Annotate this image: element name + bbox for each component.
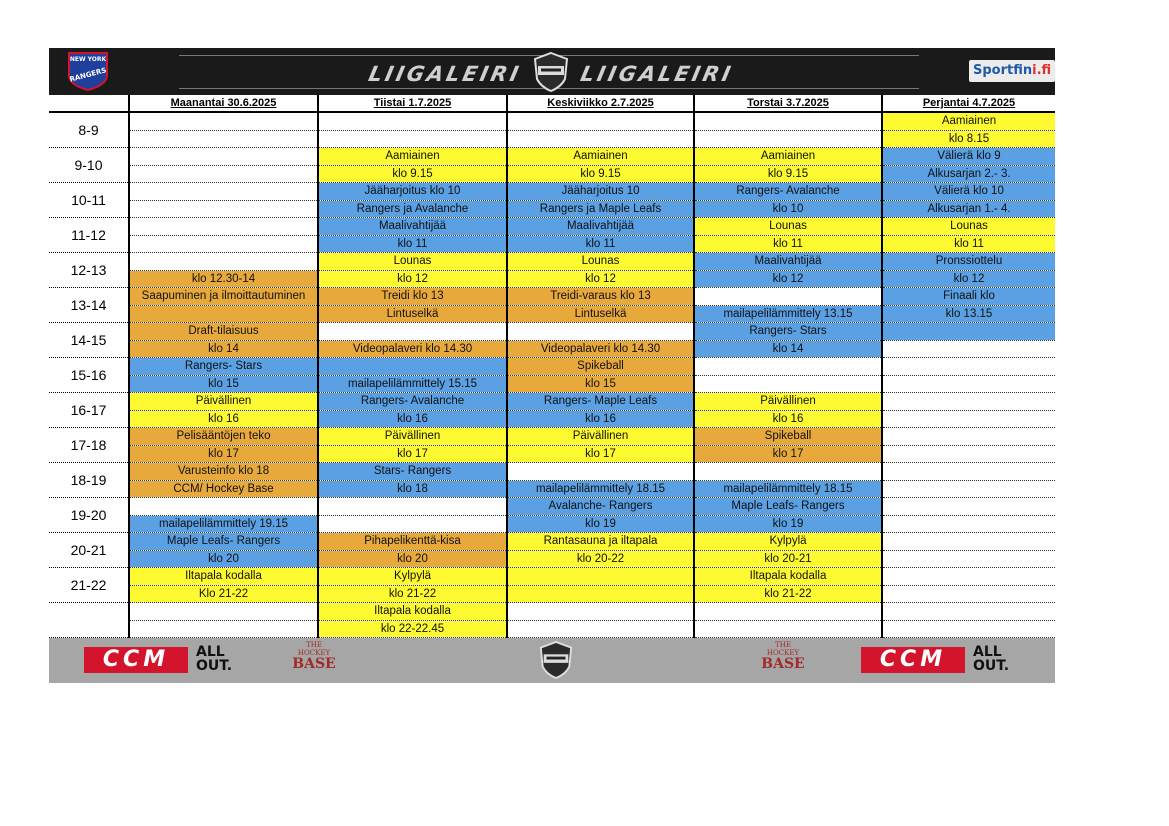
- time-slot-label: 17-18: [49, 428, 129, 463]
- hockey-base-line: HOCKEY: [766, 649, 800, 657]
- sponsor-suffix: i.fi: [1032, 63, 1052, 78]
- schedule-cell: klo 14: [694, 340, 882, 358]
- schedule-cell: Klo 21-22: [129, 585, 318, 603]
- schedule-row: [49, 165, 1055, 183]
- time-slot-label: 10-11: [49, 183, 129, 218]
- ccm-tagline-line: ALL: [196, 644, 225, 660]
- time-slot-label: 12-13: [49, 253, 129, 288]
- schedule-row: [49, 445, 1055, 463]
- schedule-cell: klo 11: [882, 235, 1055, 253]
- schedule-cell: klo 17: [694, 445, 882, 463]
- schedule-cell: [507, 585, 694, 603]
- schedule-cell: Spikeball: [694, 428, 882, 446]
- schedule-cell: mailapelilämmittely 15.15: [318, 375, 507, 393]
- banner-title-right: LIIGALEIRI: [578, 62, 736, 86]
- schedule-table: [49, 95, 1055, 638]
- schedule-cell: [318, 130, 507, 148]
- nhl-shield-icon: [531, 51, 571, 93]
- schedule-cell: Maalivahtijää: [694, 253, 882, 271]
- schedule-cell: Maalivahtijää: [507, 218, 694, 236]
- schedule-cell: [129, 620, 318, 638]
- schedule-cell: klo 15: [129, 375, 318, 393]
- schedule-cell: mailapelilämmittely 13.15: [694, 305, 882, 323]
- time-slot-label: 15-16: [49, 358, 129, 393]
- schedule-cell: [507, 603, 694, 621]
- logo-text-top: NEW YORK: [69, 56, 107, 63]
- schedule-row: [49, 183, 1055, 201]
- schedule-cell: Rangers ja Maple Leafs: [507, 200, 694, 218]
- schedule-cell: [882, 340, 1055, 358]
- schedule-row: [49, 253, 1055, 271]
- rangers-logo-icon: [67, 51, 109, 91]
- schedule-cell: [694, 112, 882, 130]
- day-header: Maanantai 30.6.2025: [129, 95, 318, 112]
- schedule-cell: [882, 480, 1055, 498]
- schedule-cell: klo 9.15: [694, 165, 882, 183]
- schedule-cell: [507, 130, 694, 148]
- schedule-cell: klo 16: [694, 410, 882, 428]
- time-slot-label: 9-10: [49, 148, 129, 183]
- schedule-cell: [694, 463, 882, 481]
- schedule-cell: [694, 358, 882, 376]
- schedule-cell: [882, 375, 1055, 393]
- schedule-cell: [882, 463, 1055, 481]
- ccm-tagline-line: OUT.: [973, 658, 1010, 674]
- schedule-cell: Alkusarjan 2.- 3.: [882, 165, 1055, 183]
- schedule-cell: [882, 515, 1055, 533]
- schedule-row: [49, 428, 1055, 446]
- schedule-row: [49, 410, 1055, 428]
- schedule-cell: [882, 358, 1055, 376]
- hockey-base-line: BASE: [292, 656, 336, 672]
- schedule-cell: [694, 130, 882, 148]
- schedule-cell: [129, 498, 318, 516]
- schedule-cell: Päivällinen: [507, 428, 694, 446]
- day-header: Tiistai 1.7.2025: [318, 95, 507, 112]
- schedule-cell: Avalanche- Rangers: [507, 498, 694, 516]
- schedule-cell: [882, 620, 1055, 638]
- schedule-row: [49, 288, 1055, 306]
- schedule-cell: [882, 568, 1055, 586]
- schedule-cell: klo 17: [507, 445, 694, 463]
- schedule-cell: klo 20: [129, 550, 318, 568]
- schedule-row: [49, 585, 1055, 603]
- schedule-cell: Rangers ja Avalanche: [318, 200, 507, 218]
- schedule-sheet: [49, 48, 1055, 683]
- schedule-cell: Aamiainen: [318, 148, 507, 166]
- day-header: Keskiviikko 2.7.2025: [507, 95, 694, 112]
- schedule-cell: [694, 375, 882, 393]
- schedule-cell: [694, 620, 882, 638]
- schedule-cell: [129, 235, 318, 253]
- schedule-cell: klo 12: [507, 270, 694, 288]
- schedule-cell: klo 12: [694, 270, 882, 288]
- schedule-row: [49, 550, 1055, 568]
- schedule-row: [49, 218, 1055, 236]
- schedule-cell: Rangers- Maple Leafs: [507, 393, 694, 411]
- schedule-row: [49, 270, 1055, 288]
- schedule-cell: [882, 445, 1055, 463]
- schedule-row: [49, 463, 1055, 481]
- schedule-cell: Jääharjoitus 10: [507, 183, 694, 201]
- schedule-cell: [882, 550, 1055, 568]
- schedule-row: [49, 323, 1055, 341]
- schedule-cell: [318, 498, 507, 516]
- schedule-cell: klo 20-22: [507, 550, 694, 568]
- schedule-cell: klo 8.15: [882, 130, 1055, 148]
- schedule-row: [49, 112, 1055, 130]
- schedule-cell: [318, 323, 507, 341]
- hockey-base-line: HOCKEY: [297, 649, 331, 657]
- schedule-row: [49, 498, 1055, 516]
- nhl-shield-icon: [537, 640, 575, 680]
- schedule-cell: Saapuminen ja ilmoittautuminen: [129, 288, 318, 306]
- schedule-row: [49, 568, 1055, 586]
- schedule-cell: Lounas: [507, 253, 694, 271]
- schedule-cell: [129, 200, 318, 218]
- logo-text-main: RANGERS: [68, 66, 108, 84]
- sponsor-text: Sportfin: [973, 63, 1033, 78]
- schedule-cell: Aamiainen: [882, 112, 1055, 130]
- schedule-cell: Pronssiottelu: [882, 253, 1055, 271]
- schedule-row: [49, 305, 1055, 323]
- schedule-cell: Lounas: [318, 253, 507, 271]
- schedule-cell: [507, 568, 694, 586]
- schedule-cell: Spikeball: [507, 358, 694, 376]
- schedule-row: [49, 358, 1055, 376]
- schedule-cell: [129, 253, 318, 271]
- schedule-cell: [882, 498, 1055, 516]
- schedule-row: [49, 480, 1055, 498]
- schedule-cell: Rangers- Stars: [694, 323, 882, 341]
- schedule-cell: [882, 393, 1055, 411]
- schedule-row: [49, 393, 1055, 411]
- schedule-cell: [507, 323, 694, 341]
- time-slot-label: 11-12: [49, 218, 129, 253]
- schedule-cell: Aamiainen: [694, 148, 882, 166]
- ccm-tagline: [973, 645, 1009, 673]
- schedule-cell: Iltapala kodalla: [318, 603, 507, 621]
- hockey-base-logo: [289, 641, 339, 681]
- top-banner: [49, 48, 1055, 95]
- schedule-cell: Maple Leafs- Rangers: [129, 533, 318, 551]
- ccm-tagline-line: OUT.: [196, 658, 233, 674]
- schedule-cell: [882, 323, 1055, 341]
- schedule-row: [49, 148, 1055, 166]
- banner-title-left: LIIGALEIRI: [366, 62, 524, 86]
- time-slot-label: 19-20: [49, 498, 129, 533]
- schedule-cell: Rangers- Avalanche: [694, 183, 882, 201]
- time-slot-label: 16-17: [49, 393, 129, 428]
- schedule-cell: klo 19: [507, 515, 694, 533]
- schedule-cell: [882, 410, 1055, 428]
- schedule-row: [49, 603, 1055, 621]
- schedule-cell: klo 21-22: [694, 585, 882, 603]
- schedule-cell: klo 11: [694, 235, 882, 253]
- schedule-cell: Videopalaveri klo 14.30: [318, 340, 507, 358]
- schedule-cell: Varusteinfo klo 18: [129, 463, 318, 481]
- time-slot-label: [49, 603, 129, 638]
- schedule-cell: Lounas: [694, 218, 882, 236]
- schedule-cell: klo 9.15: [318, 165, 507, 183]
- schedule-cell: Päivällinen: [694, 393, 882, 411]
- schedule-cell: mailapelilämmittely 18.15: [507, 480, 694, 498]
- schedule-cell: klo 16: [318, 410, 507, 428]
- schedule-cell: klo 22-22.45: [318, 620, 507, 638]
- day-header: Torstai 3.7.2025: [694, 95, 882, 112]
- schedule-cell: Aamiainen: [507, 148, 694, 166]
- time-slot-label: 18-19: [49, 463, 129, 498]
- schedule-cell: Stars- Rangers: [318, 463, 507, 481]
- day-header-row: [49, 95, 1055, 112]
- schedule-cell: Iltapala kodalla: [129, 568, 318, 586]
- schedule-cell: [507, 112, 694, 130]
- schedule-cell: Kylpylä: [318, 568, 507, 586]
- schedule-cell: [129, 603, 318, 621]
- schedule-cell: klo 12: [882, 270, 1055, 288]
- hockey-base-line: THE: [775, 641, 791, 649]
- schedule-cell: [318, 515, 507, 533]
- time-slot-label: 8-9: [49, 112, 129, 148]
- schedule-cell: Rangers- Stars: [129, 358, 318, 376]
- schedule-cell: klo 17: [318, 445, 507, 463]
- schedule-cell: [129, 183, 318, 201]
- schedule-cell: [129, 218, 318, 236]
- schedule-cell: klo 11: [507, 235, 694, 253]
- schedule-row: [49, 533, 1055, 551]
- schedule-cell: mailapelilämmittely 19.15: [129, 515, 318, 533]
- time-column-header: [49, 95, 129, 112]
- schedule-cell: Treidi klo 13: [318, 288, 507, 306]
- schedule-cell: [129, 130, 318, 148]
- schedule-cell: Jääharjoitus klo 10: [318, 183, 507, 201]
- schedule-cell: [318, 358, 507, 376]
- schedule-cell: klo 13.15: [882, 305, 1055, 323]
- schedule-cell: klo 17: [129, 445, 318, 463]
- schedule-cell: [129, 112, 318, 130]
- time-slot-label: 20-21: [49, 533, 129, 568]
- schedule-row: [49, 235, 1055, 253]
- schedule-cell: [694, 603, 882, 621]
- schedule-cell: Lounas: [882, 218, 1055, 236]
- schedule-cell: Päivällinen: [318, 428, 507, 446]
- schedule-cell: [507, 463, 694, 481]
- sponsor-footer: [49, 638, 1055, 683]
- schedule-cell: Kylpylä: [694, 533, 882, 551]
- schedule-cell: CCM/ Hockey Base: [129, 480, 318, 498]
- schedule-cell: Maalivahtijää: [318, 218, 507, 236]
- schedule-cell: klo 21-22: [318, 585, 507, 603]
- schedule-cell: klo 16: [129, 410, 318, 428]
- day-header: Perjantai 4.7.2025: [882, 95, 1055, 112]
- schedule-row: [49, 340, 1055, 358]
- sportfin-logo: [969, 60, 1055, 82]
- hockey-base-line: BASE: [761, 656, 805, 672]
- schedule-cell: klo 12.30-14: [129, 270, 318, 288]
- ccm-tagline: [196, 645, 232, 673]
- schedule-cell: klo 16: [507, 410, 694, 428]
- schedule-cell: mailapelilämmittely 18.15: [694, 480, 882, 498]
- schedule-cell: Välierä klo 10: [882, 183, 1055, 201]
- schedule-cell: Välierä klo 9: [882, 148, 1055, 166]
- schedule-cell: Iltapala kodalla: [694, 568, 882, 586]
- schedule-cell: klo 12: [318, 270, 507, 288]
- schedule-cell: Alkusarjan 1.- 4.: [882, 200, 1055, 218]
- schedule-cell: klo 20: [318, 550, 507, 568]
- schedule-cell: [882, 533, 1055, 551]
- schedule-cell: Treidi-varaus klo 13: [507, 288, 694, 306]
- schedule-cell: Pelisääntöjen teko: [129, 428, 318, 446]
- schedule-cell: Lintuselkä: [507, 305, 694, 323]
- time-slot-label: 13-14: [49, 288, 129, 323]
- schedule-cell: Lintuselkä: [318, 305, 507, 323]
- time-slot-label: 14-15: [49, 323, 129, 358]
- ccm-tagline-line: ALL: [973, 644, 1002, 660]
- schedule-row: [49, 375, 1055, 393]
- hockey-base-line: THE: [306, 641, 322, 649]
- schedule-row: [49, 515, 1055, 533]
- schedule-cell: [318, 112, 507, 130]
- schedule-cell: klo 20-21: [694, 550, 882, 568]
- schedule-cell: klo 9.15: [507, 165, 694, 183]
- schedule-cell: klo 15: [507, 375, 694, 393]
- schedule-cell: Rangers- Avalanche: [318, 393, 507, 411]
- schedule-cell: klo 18: [318, 480, 507, 498]
- schedule-cell: klo 19: [694, 515, 882, 533]
- banner-title: [179, 50, 919, 92]
- schedule-row: [49, 620, 1055, 638]
- schedule-cell: [882, 428, 1055, 446]
- time-slot-label: 21-22: [49, 568, 129, 603]
- schedule-cell: Maple Leafs- Rangers: [694, 498, 882, 516]
- schedule-cell: klo 10: [694, 200, 882, 218]
- schedule-cell: klo 14: [129, 340, 318, 358]
- schedule-cell: Videopalaveri klo 14.30: [507, 340, 694, 358]
- schedule-cell: [882, 603, 1055, 621]
- schedule-cell: [129, 148, 318, 166]
- hockey-base-logo: [758, 641, 808, 681]
- schedule-cell: klo 11: [318, 235, 507, 253]
- ccm-wordmark: CCM: [861, 647, 965, 673]
- ccm-wordmark: CCM: [84, 647, 188, 673]
- schedule-cell: Draft-tilaisuus: [129, 323, 318, 341]
- schedule-cell: [694, 288, 882, 306]
- schedule-cell: Pihapelikenttä-kisa: [318, 533, 507, 551]
- schedule-row: [49, 130, 1055, 148]
- schedule-cell: Rantasauna ja iltapala: [507, 533, 694, 551]
- schedule-cell: [129, 305, 318, 323]
- schedule-cell: [129, 165, 318, 183]
- schedule-cell: [507, 620, 694, 638]
- schedule-cell: Finaali klo: [882, 288, 1055, 306]
- schedule-cell: [882, 585, 1055, 603]
- schedule-row: [49, 200, 1055, 218]
- schedule-cell: Päivällinen: [129, 393, 318, 411]
